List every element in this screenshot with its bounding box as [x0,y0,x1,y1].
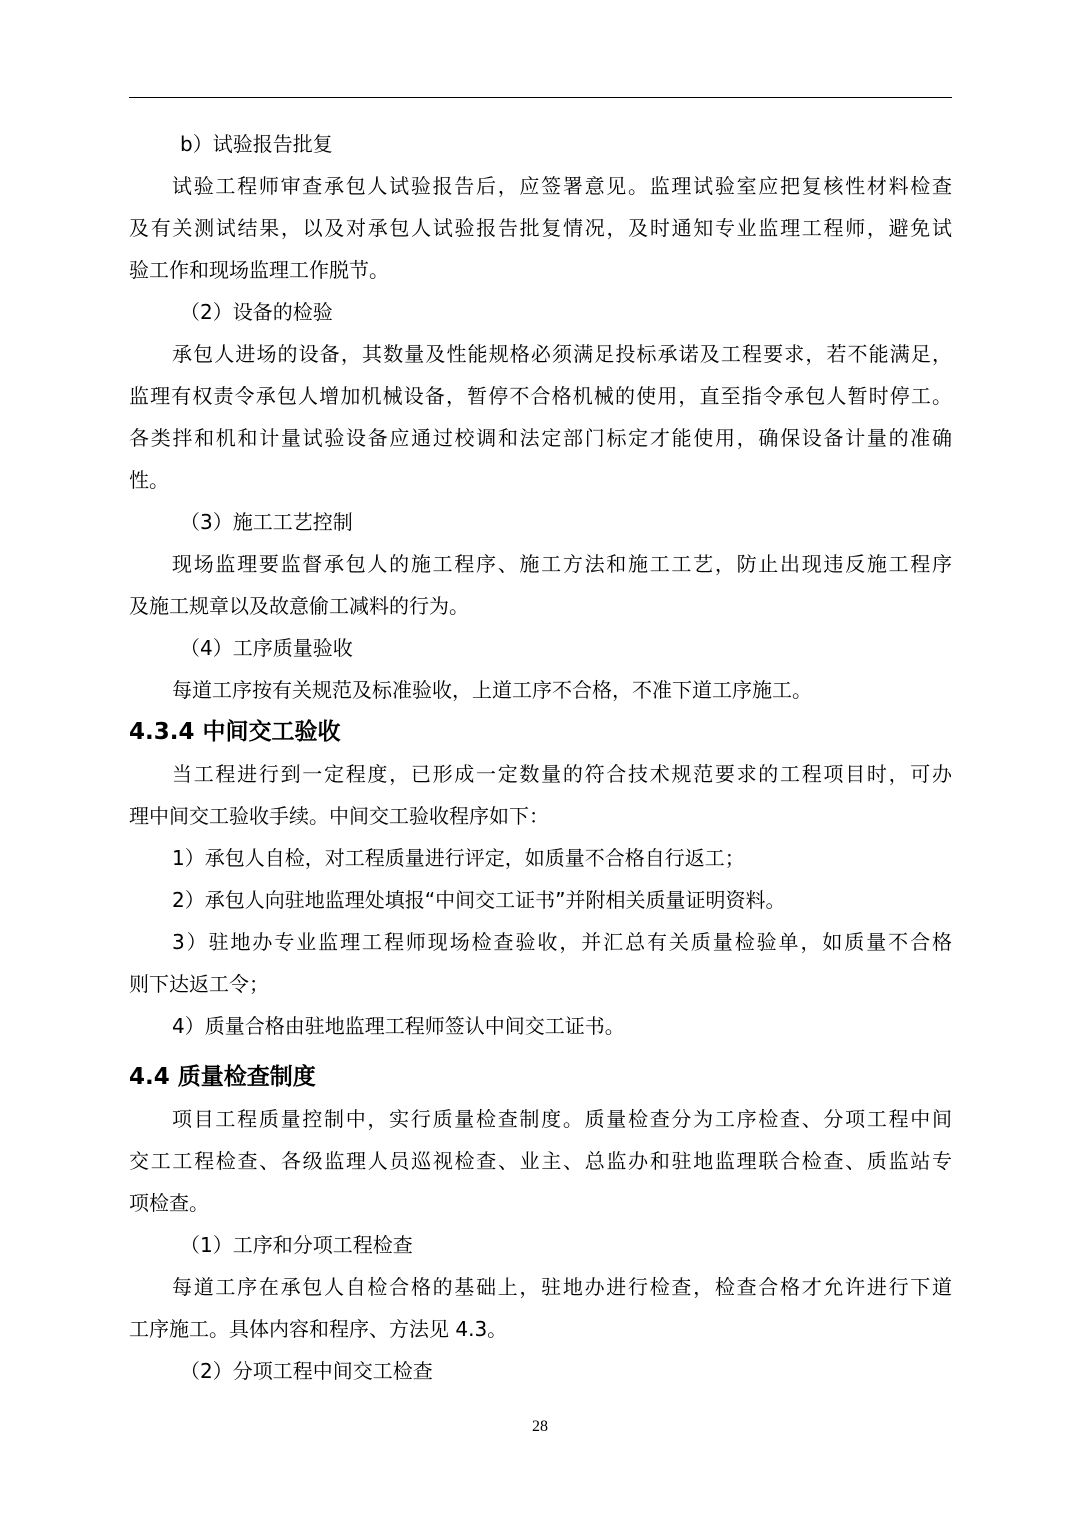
paragraph-line: 试验工程师审查承包人试验报告后，应签署意见。监理试验室应把复核性材料检查 [172,174,952,198]
subsection-title: （2）分项工程中间交工检查 [180,1359,433,1383]
header-rule [129,97,952,98]
paragraph-line: 当工程进行到一定程度，已形成一定数量的符合技术规范要求的工程项目时，可办 [172,762,952,786]
paragraph-line: 工序施工。具体内容和程序、方法见 4.3。 [129,1317,508,1341]
paragraph-line: 4）质量合格由驻地监理工程师签认中间交工证书。 [172,1014,625,1038]
subsection-title: （1）工序和分项工程检查 [180,1233,413,1257]
section-gap [129,1047,952,1056]
paragraph-line: 及有关测试结果，以及对承包人试验报告批复情况，及时通知专业监理工程师，避免试 [129,216,952,240]
subsection-title: （4）工序质量验收 [180,636,353,660]
paragraph-line: 2）承包人向驻地监理处填报“中间交工证书”并附相关质量证明资料。 [172,888,786,912]
paragraph-line: 项检查。 [129,1191,209,1215]
paragraph-line: 每道工序在承包人自检合格的基础上，驻地办进行检查，检查合格才允许进行下道 [172,1275,952,1299]
paragraph-line: 理中间交工验收手续。中间交工验收程序如下： [129,804,549,828]
section-heading: 4.4 质量检查制度 [129,1064,316,1090]
page-body [129,123,952,1392]
paragraph-line: 交工工程检查、各级监理人员巡视检查、业主、总监办和驻地监理联合检查、质监站专 [129,1149,952,1173]
paragraph-line: 现场监理要监督承包人的施工程序、施工方法和施工工艺，防止出现违反施工程序 [172,552,952,576]
subsection-title: b）试验报告批复 [180,132,333,156]
paragraph-line: 项目工程质量控制中，实行质量检查制度。质量检查分为工序检查、分项工程中间 [172,1107,952,1131]
paragraph-line: 则下达返工令； [129,972,269,996]
paragraph-line: 各类拌和机和计量试验设备应通过校调和法定部门标定才能使用，确保设备计量的准确 [129,426,952,450]
paragraph-line: 性。 [129,468,169,492]
subsection-title: （2）设备的检验 [180,300,333,324]
paragraph-line: 承包人进场的设备，其数量及性能规格必须满足投标承诺及工程要求，若不能满足， [172,342,952,366]
subsection-title: （3）施工工艺控制 [180,510,353,534]
paragraph-line: 及施工规章以及故意偷工减料的行为。 [129,594,469,618]
section-heading: 4.3.4 中间交工验收 [129,719,341,745]
paragraph-line: 验工作和现场监理工作脱节。 [129,258,389,282]
paragraph-line: 监理有权责令承包人增加机械设备，暂停不合格机械的使用，直至指令承包人暂时停工。 [129,384,952,408]
page-number: 28 [532,1418,548,1435]
paragraph-line: 3）驻地办专业监理工程师现场检查验收，并汇总有关质量检验单，如质量不合格 [172,930,952,954]
paragraph-line: 每道工序按有关规范及标准验收，上道工序不合格，不准下道工序施工。 [172,678,812,702]
paragraph-line: 1）承包人自检，对工程质量进行评定，如质量不合格自行返工； [172,846,745,870]
